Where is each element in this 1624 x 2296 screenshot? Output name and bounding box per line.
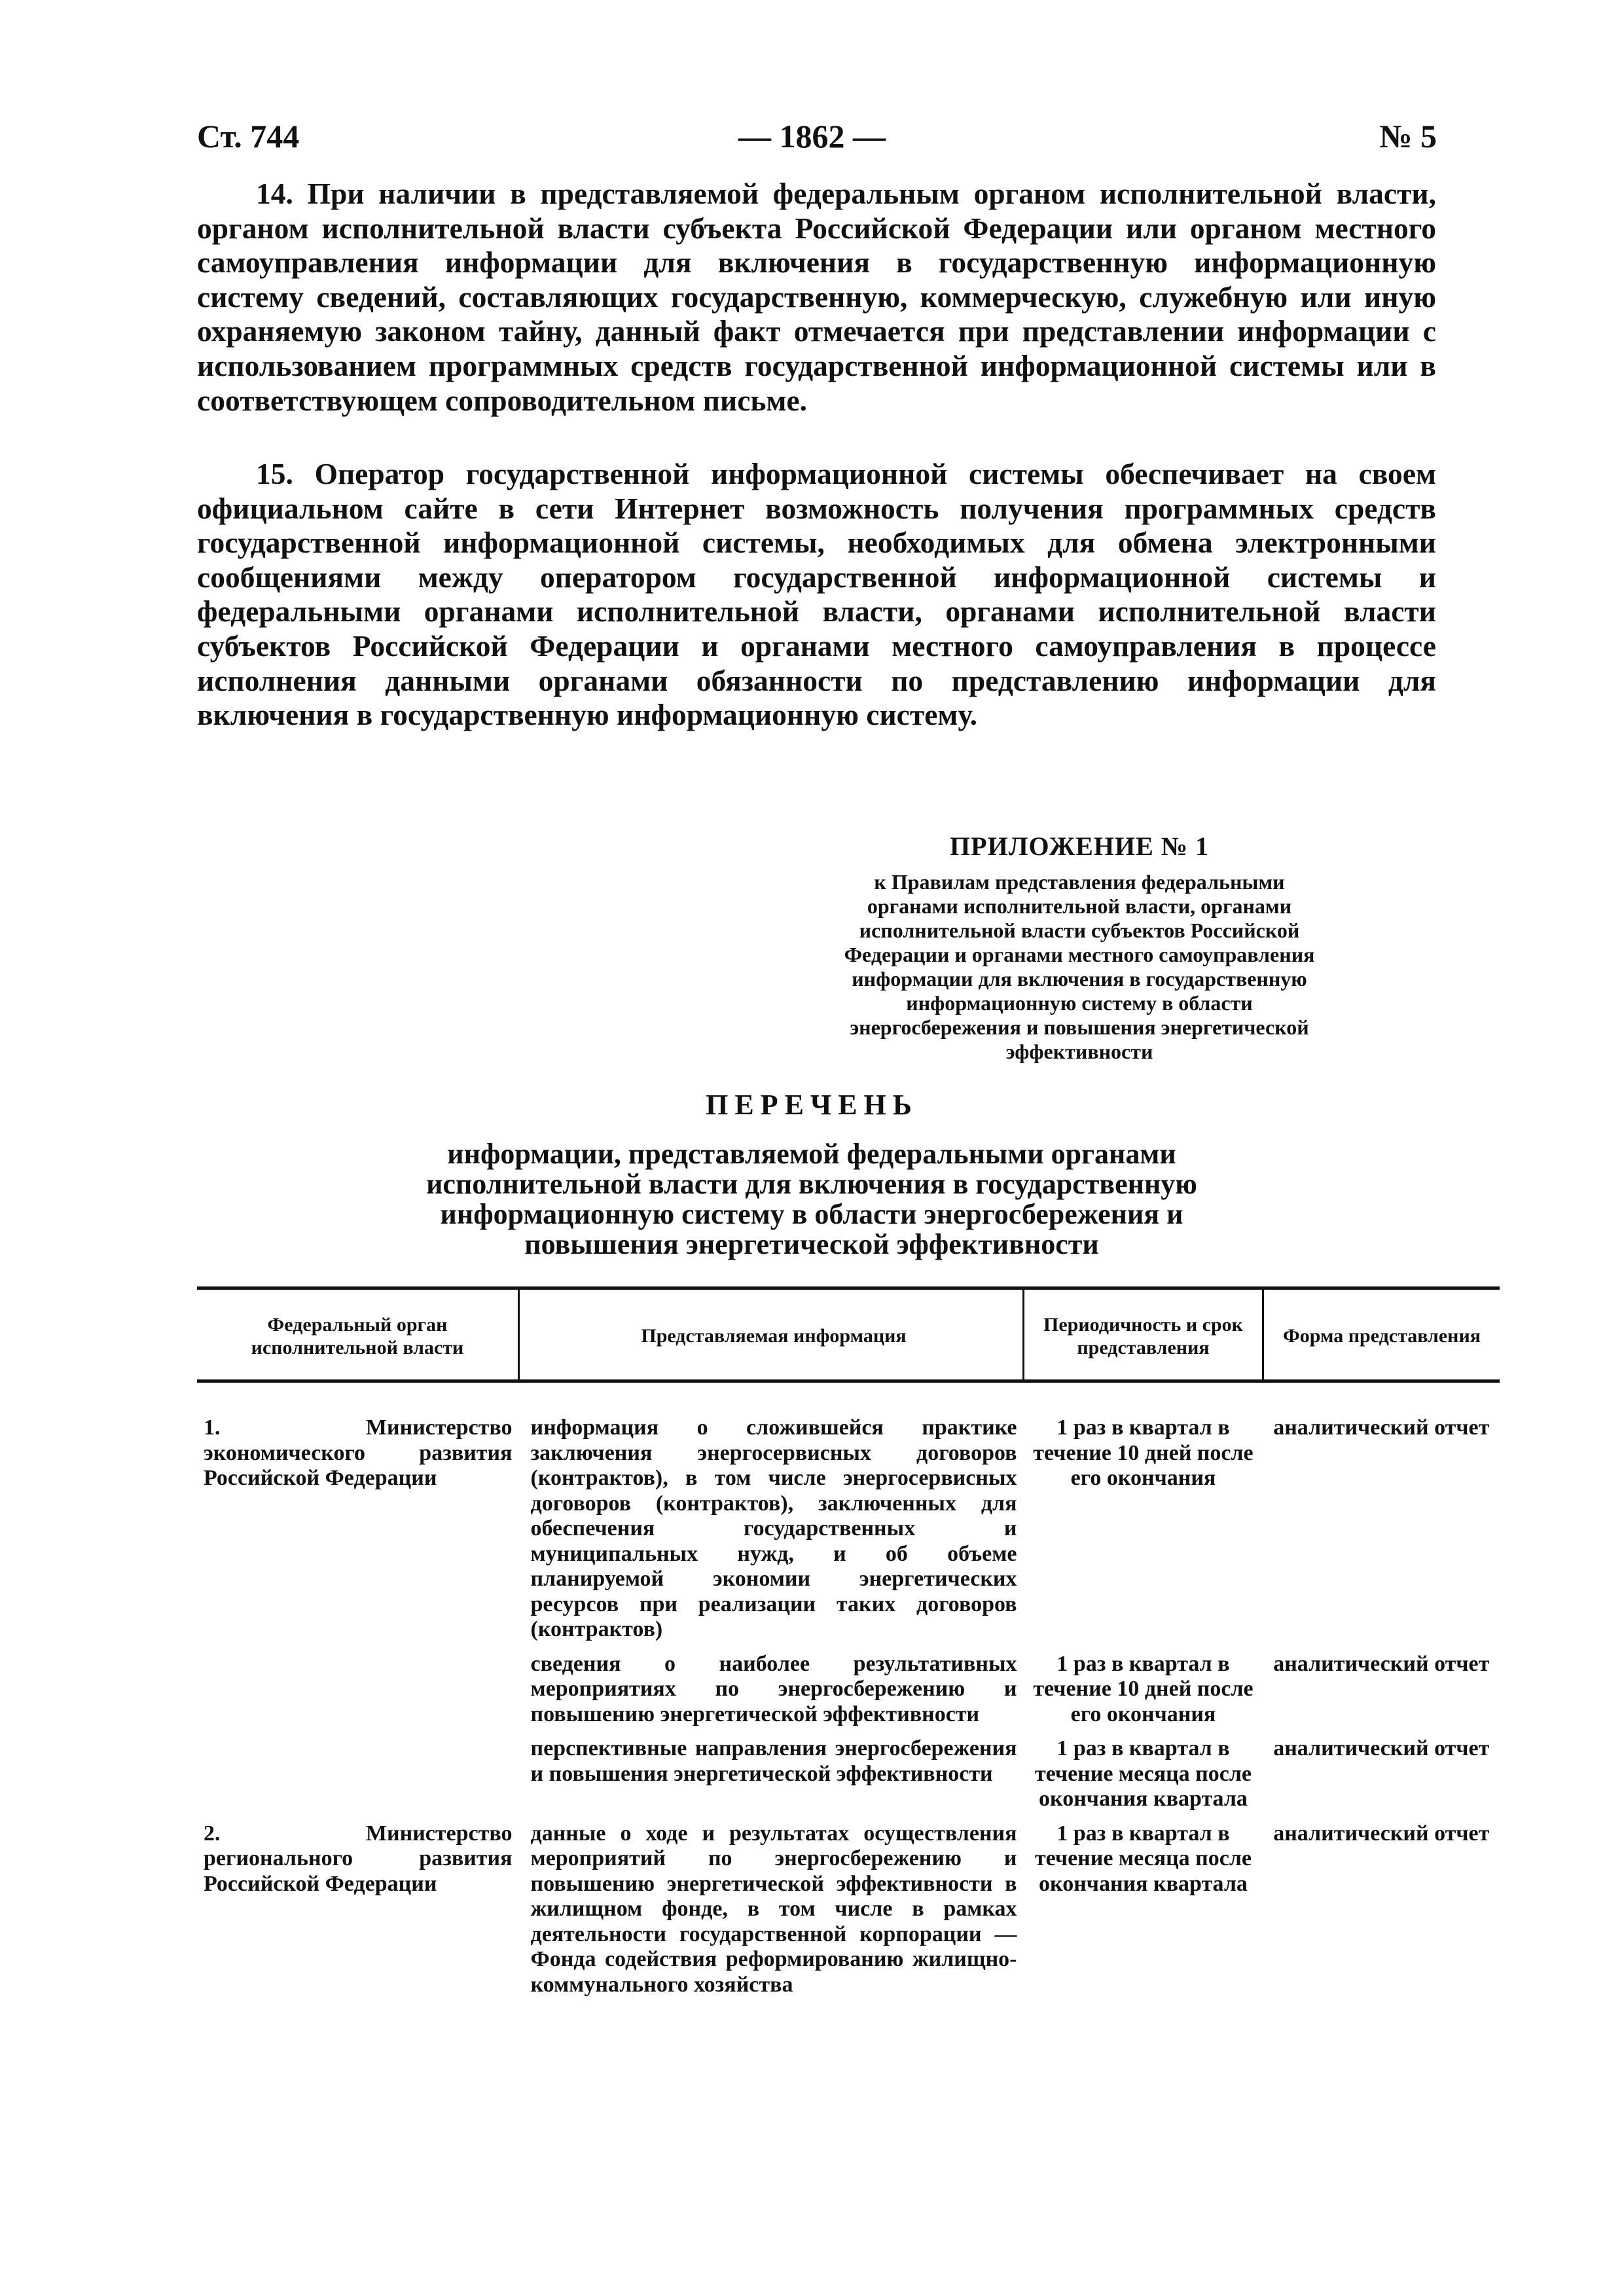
agency-cell: 2. Министерство регионального развития Российской Федерации xyxy=(204,1821,513,1896)
info-cell: сведения о наиболее результативных мероприятиях по энергосбережению и повышению энергетической эффективности xyxy=(530,1651,1017,1726)
issue-number: № 5 xyxy=(1379,118,1437,155)
appendix-subtitle: к Правилам представления федеральными органами исполнительной власти, органами исполнительной власти субъектов Российской Федерации и органами местного самоуправления информации для включения в государственную информационную систему в области энергосбережения и повышения энергетической эффективности xyxy=(844,870,1315,1063)
form-cell: аналитический отчет xyxy=(1273,1651,1490,1676)
paragraph-14: 14. При наличии в представляемой федеральным органом исполнительной власти, органом исполнительной власти субъекта Российской Федерации или органом местного самоуправления информации для включения в государственную информационную систему сведений, составляющих государственную, коммерческую, служебную или иную охраняемую законом тайну, данный факт отмечается при представлении информации с использованием программных средств государственной информационной системы или в соответствующем сопроводительном письме. xyxy=(197,177,1436,417)
form-cell: аналитический отчет xyxy=(1273,1415,1490,1440)
period-cell: 1 раз в квартал в течение месяца после окончания квартала xyxy=(1034,1736,1252,1811)
information-table xyxy=(197,1286,1500,2007)
column-header-agency: Федеральный орган исполнительной власти xyxy=(197,1288,519,1381)
column-header-form: Форма представления xyxy=(1263,1288,1500,1381)
info-cell: перспективные направления энергосбережения и повышения энергетической эффективности xyxy=(530,1736,1017,1786)
period-cell: 1 раз в квартал в течение месяца после окончания квартала xyxy=(1034,1821,1252,1896)
agency-cell xyxy=(197,1736,519,1821)
list-subtitle: информации, представляемой федеральными органами исполнительной власти для включения в государственную информационную систему в области энергосбережения и повышения энергетической эффективности xyxy=(426,1138,1197,1260)
form-cell: аналитический отчет xyxy=(1273,1821,1490,1846)
article-number: Ст. 744 xyxy=(197,118,300,155)
info-cell: данные о ходе и результатах осуществления мероприятий по энергосбережению и повышению энергетической эффективности в жилищном фонде, в том числе в рамках деятельности государственной корпорации — Фонда содействия реформированию жилищно-коммунального хозяйства xyxy=(530,1821,1017,1997)
table-row xyxy=(197,1381,1500,1652)
column-header-period: Периодичность и срок представления xyxy=(1024,1288,1263,1381)
table-row xyxy=(197,1821,1500,2007)
column-header-info: Представляемая информация xyxy=(519,1288,1024,1381)
table-row xyxy=(197,1652,1500,1737)
agency-cell xyxy=(197,1652,519,1737)
page-number: — 1862 — xyxy=(738,118,886,155)
period-cell: 1 раз в квартал в течение 10 дней после его окончания xyxy=(1033,1415,1254,1490)
list-title: ПЕРЕЧЕНЬ xyxy=(706,1089,918,1121)
appendix-title: ПРИЛОЖЕНИЕ № 1 xyxy=(950,831,1209,861)
paragraph-15: 15. Оператор государственной информационной системы обеспечивает на своем официальном сайте в сети Интернет возможность получения программных средств государственной информационной системы, необходимых для обмена электронными сообщениями между оператором государственной информационной системы и федеральными органами исполнительной власти, органами исполнительной власти субъектов Российской Федерации и органами местного самоуправления в процессе исполнения данными органами обязанности по представлению информации для включения в государственную информационную систему. xyxy=(197,457,1436,732)
appendix-block xyxy=(834,827,1325,1064)
table-row xyxy=(197,1736,1500,1821)
period-cell: 1 раз в квартал в течение 10 дней после его окончания xyxy=(1033,1651,1254,1726)
form-cell: аналитический отчет xyxy=(1273,1736,1490,1760)
agency-cell: 1. Министерство экономического развития Российской Федерации xyxy=(204,1415,513,1490)
table-header-row xyxy=(197,1288,1500,1381)
info-cell: информация о сложившейся практике заключения энергосервисных договоров (контрактов), в том числе энергосервисных договоров (контрактов), заключенных для обеспечения государственных и муниципальных нужд, и об объеме планируемой экономии энергетических ресурсов при реализации таких договоров (контрактов) xyxy=(530,1415,1017,1641)
